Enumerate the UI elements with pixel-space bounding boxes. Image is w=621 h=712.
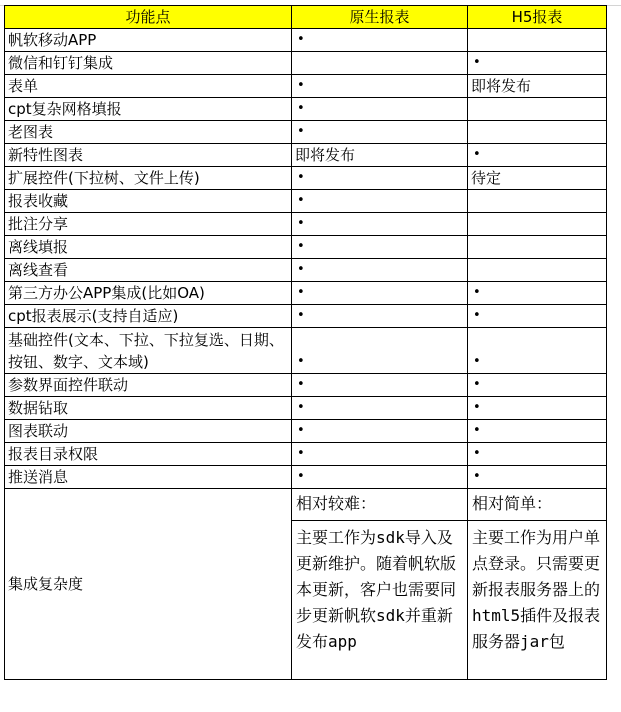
complexity-native-cell[interactable] — [292, 489, 468, 680]
h5-cell[interactable] — [468, 98, 607, 121]
native-cell[interactable]: • — [292, 466, 468, 489]
h5-cell[interactable] — [468, 121, 607, 144]
complexity-h5-body: 主要工作为用户单点登录。只需要更新报表服务器上的html5插件及报表服务器jar包 — [472, 528, 601, 651]
header-row — [5, 6, 607, 29]
native-cell[interactable]: • — [292, 328, 468, 374]
feature-cell[interactable]: 离线填报 — [5, 236, 292, 259]
complexity-feature-cell[interactable]: 集成复杂度 — [5, 489, 292, 680]
native-cell[interactable]: 即将发布 — [292, 144, 468, 167]
table-row — [5, 328, 607, 374]
feature-cell[interactable]: 微信和钉钉集成 — [5, 52, 292, 75]
header-h5[interactable]: H5报表 — [468, 6, 607, 29]
table-row — [5, 167, 607, 190]
feature-cell[interactable]: 报表收藏 — [5, 190, 292, 213]
feature-cell[interactable]: 报表目录权限 — [5, 443, 292, 466]
feature-cell[interactable]: 新特性图表 — [5, 144, 292, 167]
h5-cell[interactable]: • — [468, 397, 607, 420]
native-cell[interactable]: • — [292, 397, 468, 420]
feature-cell[interactable]: 表单 — [5, 75, 292, 98]
feature-cell[interactable]: 老图表 — [5, 121, 292, 144]
table-row — [5, 29, 607, 52]
feature-cell[interactable]: 推送消息 — [5, 466, 292, 489]
table-row — [5, 282, 607, 305]
h5-cell[interactable] — [468, 259, 607, 282]
h5-cell[interactable]: • — [468, 282, 607, 305]
table-row — [5, 75, 607, 98]
h5-cell[interactable] — [468, 213, 607, 236]
feature-cell[interactable]: 基础控件(文本、下拉、下拉复选、日期、按钮、数字、文本域) — [5, 328, 292, 374]
native-cell[interactable]: • — [292, 236, 468, 259]
native-cell[interactable]: • — [292, 213, 468, 236]
native-cell[interactable]: • — [292, 167, 468, 190]
header-feature[interactable]: 功能点 — [5, 6, 292, 29]
native-cell[interactable]: • — [292, 420, 468, 443]
feature-cell[interactable]: cpt复杂网格填报 — [5, 98, 292, 121]
h5-cell[interactable] — [468, 29, 607, 52]
complexity-native-body: 主要工作为sdk导入及更新维护。随着帆软版本更新，客户也需要同步更新帆软sdk并重新发布app — [296, 528, 457, 651]
table-row — [5, 236, 607, 259]
comparison-table — [4, 5, 607, 680]
table-row — [5, 374, 607, 397]
table-row — [5, 259, 607, 282]
native-cell[interactable] — [292, 52, 468, 75]
h5-cell[interactable]: • — [468, 328, 607, 374]
table-row — [5, 121, 607, 144]
table-row — [5, 52, 607, 75]
h5-cell[interactable]: 即将发布 — [468, 75, 607, 98]
table-row — [5, 397, 607, 420]
native-cell[interactable]: • — [292, 75, 468, 98]
h5-cell[interactable]: • — [468, 466, 607, 489]
table-row — [5, 190, 607, 213]
feature-cell[interactable]: cpt报表展示(支持自适应) — [5, 305, 292, 328]
native-cell[interactable]: • — [292, 29, 468, 52]
feature-cell[interactable]: 扩展控件(下拉树、文件上传) — [5, 167, 292, 190]
feature-cell[interactable]: 图表联动 — [5, 420, 292, 443]
table-row — [5, 213, 607, 236]
h5-cell[interactable] — [468, 190, 607, 213]
native-cell[interactable]: • — [292, 282, 468, 305]
header-native[interactable]: 原生报表 — [292, 6, 468, 29]
h5-cell[interactable] — [468, 236, 607, 259]
h5-cell[interactable]: • — [468, 305, 607, 328]
complexity-h5-head: 相对简单： — [468, 489, 606, 521]
table-body — [5, 29, 607, 680]
table-row — [5, 466, 607, 489]
native-cell[interactable]: • — [292, 305, 468, 328]
table-row — [5, 305, 607, 328]
h5-cell[interactable]: • — [468, 52, 607, 75]
h5-cell[interactable]: • — [468, 443, 607, 466]
native-cell[interactable]: • — [292, 121, 468, 144]
h5-cell[interactable]: • — [468, 374, 607, 397]
complexity-native-head: 相对较难： — [292, 489, 467, 521]
native-cell[interactable]: • — [292, 374, 468, 397]
native-cell[interactable]: • — [292, 259, 468, 282]
table-row — [5, 144, 607, 167]
native-cell[interactable]: • — [292, 443, 468, 466]
complexity-h5-cell[interactable] — [468, 489, 607, 680]
feature-cell[interactable]: 第三方办公APP集成(比如OA) — [5, 282, 292, 305]
h5-cell[interactable]: 待定 — [468, 167, 607, 190]
feature-cell[interactable]: 数据钻取 — [5, 397, 292, 420]
complexity-row — [5, 489, 607, 680]
native-cell[interactable]: • — [292, 190, 468, 213]
table-row — [5, 420, 607, 443]
feature-cell[interactable]: 参数界面控件联动 — [5, 374, 292, 397]
feature-cell[interactable]: 离线查看 — [5, 259, 292, 282]
feature-cell[interactable]: 批注分享 — [5, 213, 292, 236]
h5-cell[interactable]: • — [468, 420, 607, 443]
h5-cell[interactable]: • — [468, 144, 607, 167]
table-row — [5, 443, 607, 466]
table-row — [5, 98, 607, 121]
feature-cell[interactable]: 帆软移动APP — [5, 29, 292, 52]
native-cell[interactable]: • — [292, 98, 468, 121]
